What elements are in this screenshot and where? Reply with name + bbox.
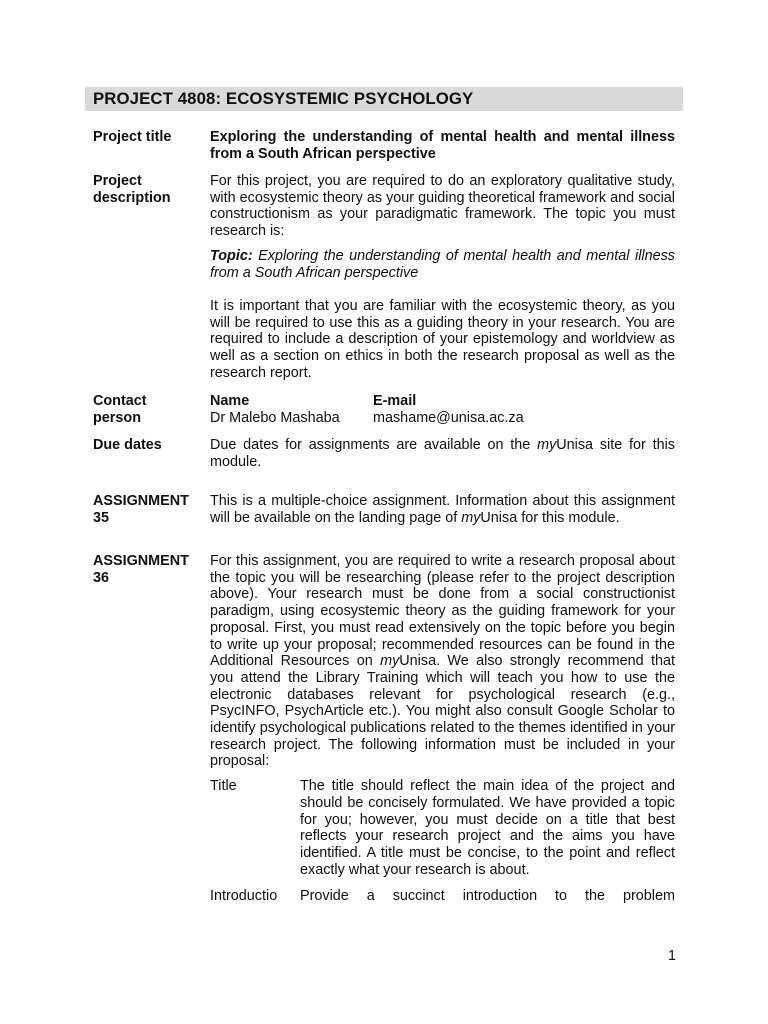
- label-line: description: [93, 189, 171, 206]
- project-description-label: [93, 173, 205, 206]
- label-line: Project: [93, 173, 142, 189]
- label-line: Contact: [93, 393, 147, 409]
- assignment-36-text-part: For this assignment, you are required to write a research proposal about the topic you will be researching (please refer to the project description above). Your research must be done from a social constructionist paradigm, using ecosystemic theory as the guiding framework for your proposal. First, you must read extensively on the topic before you begin to write up your proposal; recommended resources can be found in the Additional Resources on: [210, 553, 675, 670]
- label-line: 35: [93, 509, 110, 526]
- page-title: PROJECT 4808: ECOSYSTEMIC PSYCHOLOGY: [93, 89, 474, 108]
- my-prefix: my: [537, 437, 557, 453]
- proposal-item-introduction: [210, 888, 675, 905]
- proposal-item-label: Title: [210, 778, 237, 795]
- label-line: ASSIGNMENT: [93, 493, 189, 509]
- epistemology-paragraph: It is important that you are familiar with the ecosystemic theory, as you will be required to use this as a guiding theory in your research. You are required to include a description of your epistemology and worldview as well as a section on ethics in both the research proposal as well as the research report.: [210, 297, 675, 381]
- contact-name-column: [210, 393, 370, 426]
- label-line: 36: [93, 569, 110, 586]
- contact-name: Dr Malebo Mashaba: [210, 409, 340, 426]
- section-header-bar: [85, 87, 683, 111]
- page-number: 1: [667, 948, 676, 964]
- topic-label: Topic:: [210, 247, 253, 264]
- proposal-item-title: [210, 778, 675, 878]
- assignment-36-label: [93, 553, 205, 586]
- contact-content: [210, 393, 675, 427]
- proposal-item-label: Introductio: [210, 888, 278, 905]
- assignment-36-text-part: Unisa. We also strongly recommend that you attend the Library Training which will teach you how to use the electronic databases relevant for psychological research (e.g., PsycINFO, PsychArticle etc.). You might also consult Google Scholar to identify psychological publications related to the themes identified in your research project. The following information must be included in your proposal:: [210, 653, 675, 770]
- assignment-35-text-part: Unisa for this module.: [480, 509, 620, 526]
- name-header: Name: [210, 393, 250, 409]
- due-dates-text-part: Due dates for assignments are available on the: [210, 437, 538, 453]
- assignment-35-label: [93, 493, 205, 526]
- email-header: E-mail: [373, 393, 417, 409]
- topic-paragraph: [210, 248, 675, 281]
- assignment-36-content: [210, 553, 675, 905]
- label-line: person: [93, 409, 141, 426]
- due-dates-label: Due dates: [93, 437, 162, 453]
- assignment-35-text-part: This is a multiple-choice assignment. Information about this assignment will be available on the landing page of: [210, 493, 675, 526]
- topic-text: Exploring the understanding of mental health and mental illness from a South African perspective: [210, 247, 675, 281]
- assignment-35-text: [210, 493, 675, 526]
- my-prefix: my: [461, 509, 481, 526]
- due-dates-text: [210, 437, 675, 470]
- proposal-item-text: The title should reflect the main idea of the project and should be concisely formulated. We have provided a topic for you; however, you must decide on a title that best reflects your research project and the aims you have identified. A title must be concise, to the point and reflect exactly what your research is about.: [300, 778, 675, 878]
- contact-email-column: [373, 393, 573, 426]
- description-paragraph: For this project, you are required to do an exploratory qualitative study, with ecosystemic theory as your guiding theoretical framework and social constructionism as your paradigmatic framework. The topic you must research is:: [210, 173, 675, 240]
- proposal-item-text: Provide a succinct introduction to the problem: [300, 888, 675, 905]
- label-line: ASSIGNMENT: [93, 553, 189, 569]
- my-prefix: my: [380, 653, 400, 670]
- assignment-36-paragraph: [210, 553, 675, 770]
- project-title-label: Project title: [93, 129, 172, 145]
- contact-email: mashame@unisa.ac.za: [373, 409, 524, 426]
- contact-label: [93, 393, 205, 426]
- due-dates-text-part: Unisa site for this module.: [210, 437, 675, 470]
- project-title-text: Exploring the understanding of mental health and mental illness from a South African perspective: [210, 129, 675, 162]
- project-description-content: [210, 173, 675, 381]
